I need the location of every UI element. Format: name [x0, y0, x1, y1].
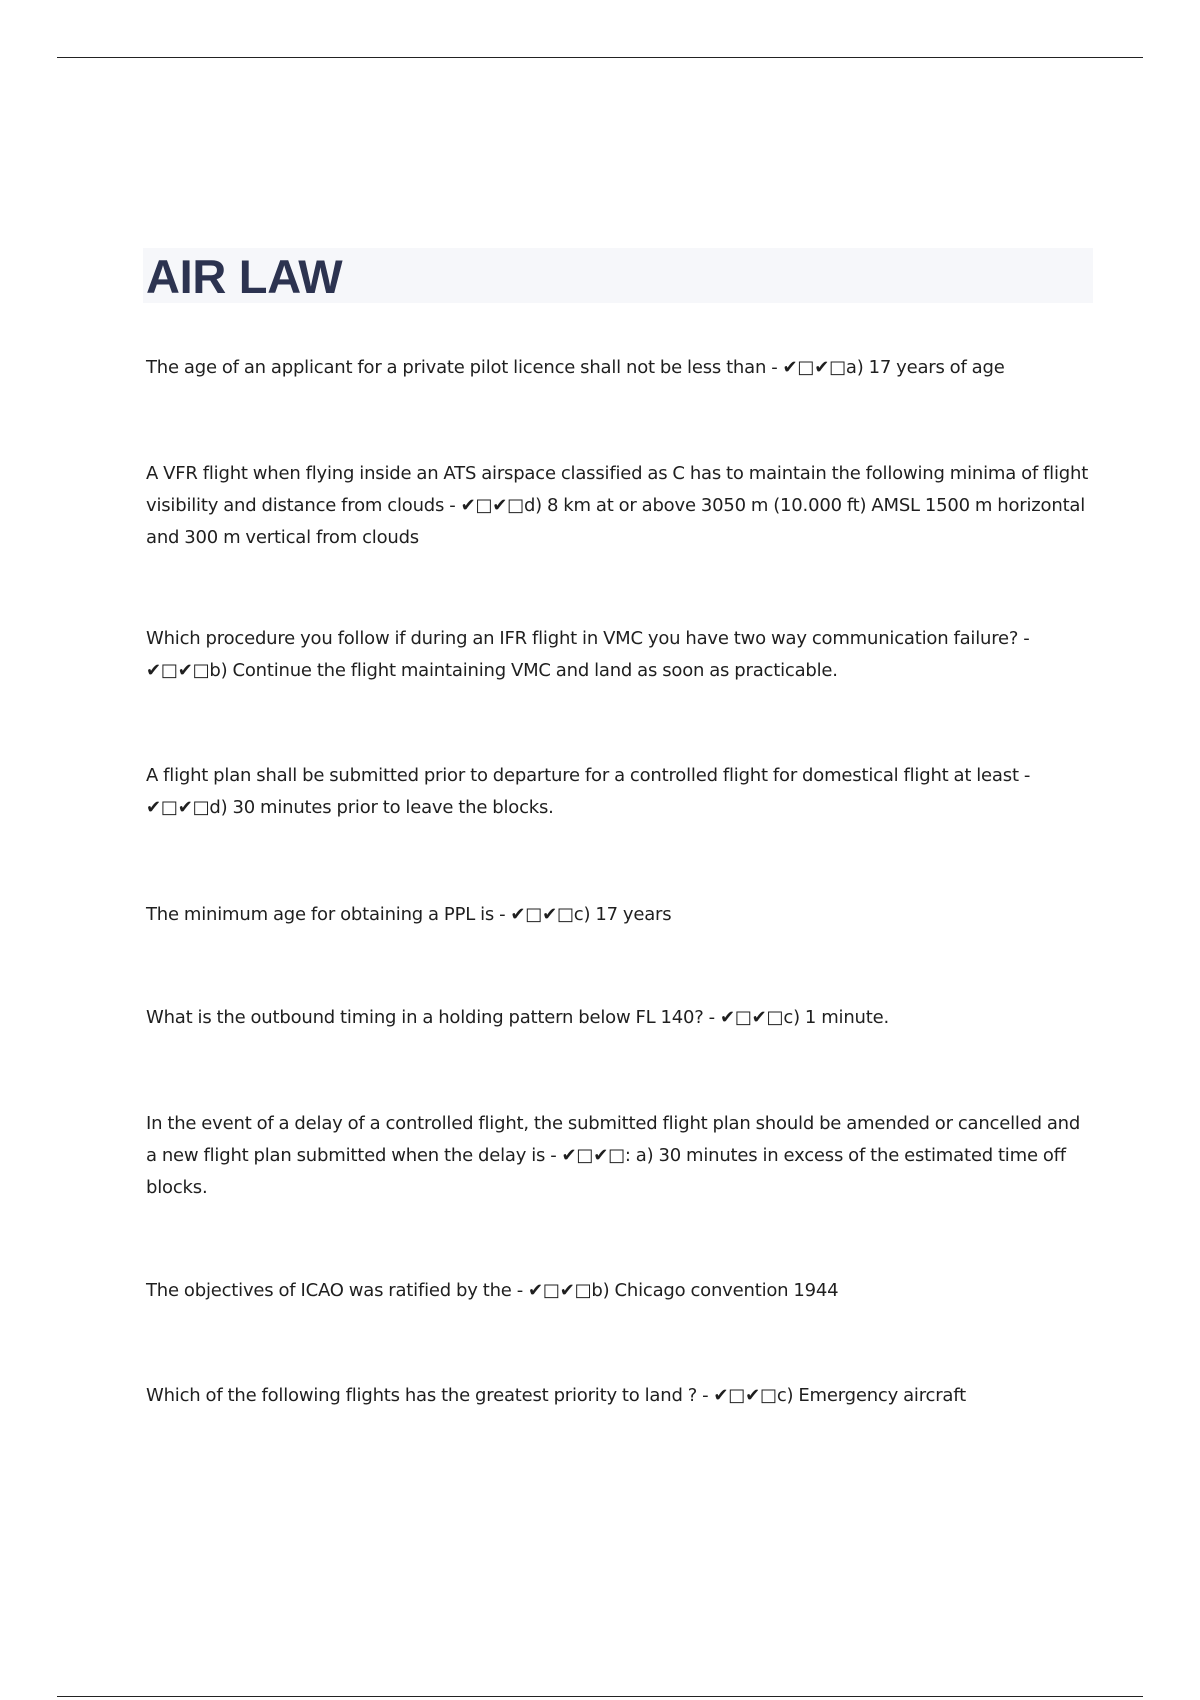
- check-marks: ✔□✔□: [713, 1385, 777, 1406]
- check-marks: ✔□✔□: [782, 357, 846, 378]
- question-text: The age of an applicant for a private pilot licence shall not be less than -: [146, 357, 778, 378]
- answer-text: d) 8 km at or above 3050 m (10.000 ft) AMSL 1500 m horizontal and 300 m vertical from clouds: [146, 495, 1086, 548]
- qa-item-9: [146, 1380, 1094, 1412]
- question-text: The minimum age for obtaining a PPL is -: [146, 904, 506, 925]
- check-marks: ✔□✔□: [510, 904, 574, 925]
- question-text: Which procedure you follow if during an IFR flight in VMC you have two way communication failure? -: [146, 628, 1030, 649]
- check-marks: ✔□✔□: [561, 1145, 625, 1166]
- question-text: Which of the following flights has the greatest priority to land ? -: [146, 1385, 709, 1406]
- check-marks: ✔□✔□: [719, 1007, 784, 1028]
- answer-text: c) Emergency aircraft: [776, 1385, 966, 1406]
- qa-item-2: [146, 458, 1094, 554]
- answer-text: b) Chicago convention 1944: [591, 1280, 839, 1301]
- question-text: In the event of a delay of a controlled flight, the submitted flight plan should be amended or cancelled and a new flight plan submitted when the delay is -: [146, 1113, 1081, 1166]
- qa-item-3: [146, 623, 1094, 687]
- answer-text: d) 30 minutes prior to leave the blocks.: [209, 797, 554, 818]
- check-marks: ✔□✔□: [460, 495, 524, 516]
- question-text: A flight plan shall be submitted prior to departure for a controlled flight for domestical flight at least -: [146, 765, 1031, 786]
- question-text: A VFR flight when flying inside an ATS airspace classified as C has to maintain the following minima of flight visibility and distance from clouds -: [146, 463, 1089, 516]
- answer-text: b) Continue the flight maintaining VMC and land as soon as practicable.: [209, 660, 838, 681]
- check-marks: ✔□✔□: [146, 797, 210, 818]
- answer-text: : a) 30 minutes in excess of the estimated time off blocks.: [146, 1145, 1066, 1198]
- qa-item-1: [146, 352, 1094, 384]
- qa-item-7: [146, 1108, 1094, 1204]
- qa-item-5: [146, 899, 1094, 931]
- answer-text: c) 17 years: [573, 904, 672, 925]
- check-marks: ✔□✔□: [146, 660, 210, 681]
- check-marks: ✔□✔□: [528, 1280, 592, 1301]
- qa-item-8: [146, 1275, 1094, 1307]
- answer-text: a) 17 years of age: [845, 357, 1005, 378]
- question-text: The objectives of ICAO was ratified by the -: [146, 1280, 523, 1301]
- question-text: What is the outbound timing in a holding pattern below FL 140? -: [146, 1007, 715, 1028]
- document-title: AIR LAW: [146, 250, 343, 303]
- top-rule: [57, 57, 1143, 58]
- answer-text: c) 1 minute.: [783, 1007, 889, 1028]
- bottom-rule: [57, 1696, 1143, 1697]
- qa-item-4: [146, 760, 1094, 824]
- qa-item-6: [146, 1002, 1094, 1034]
